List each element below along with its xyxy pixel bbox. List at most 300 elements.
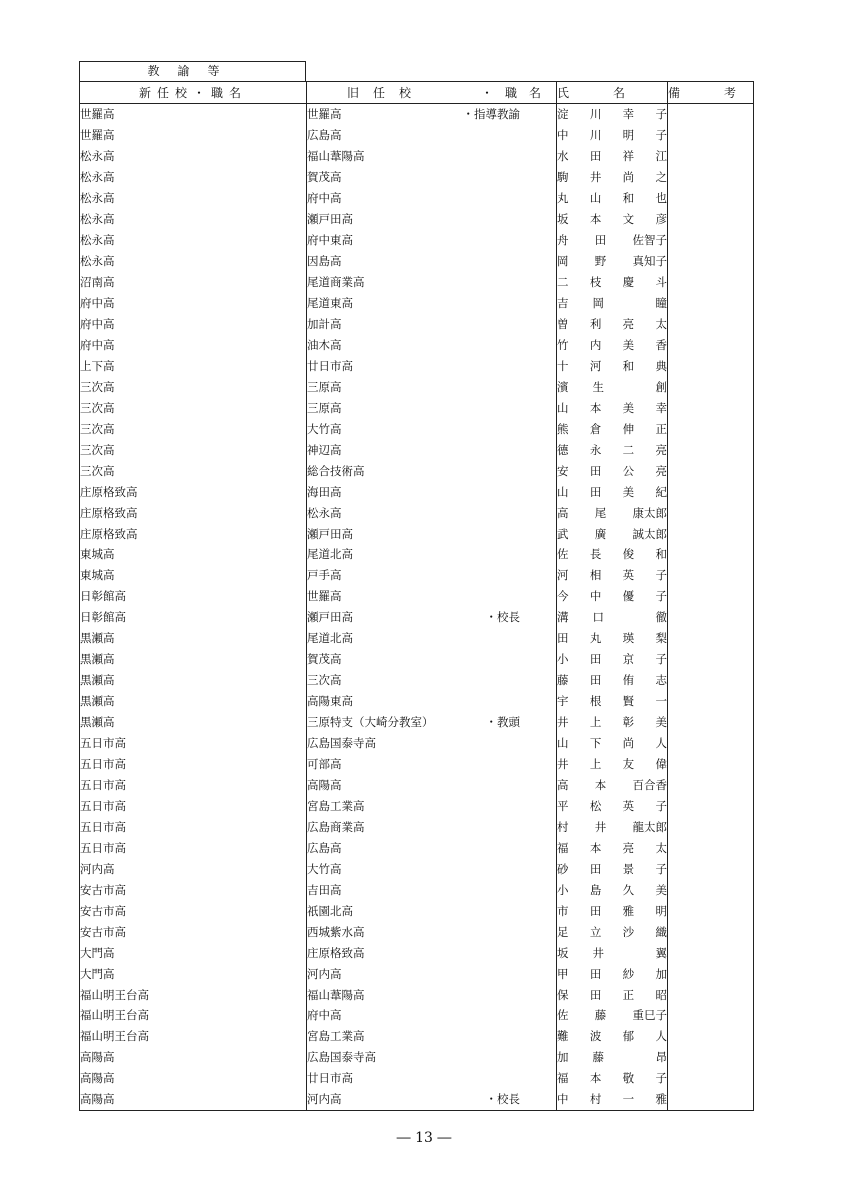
name-text: 河 相 英 子 — [557, 568, 667, 583]
note-cell — [668, 293, 754, 314]
new-school-cell: 上下高 — [80, 355, 307, 376]
old-school-cell — [307, 209, 557, 230]
old-school-cell — [307, 355, 557, 376]
table-row — [80, 942, 754, 963]
name-text: 今 中 優 子 — [557, 589, 667, 604]
note-cell — [668, 921, 754, 942]
table-row — [80, 984, 754, 1005]
old-school-cell — [307, 544, 557, 565]
old-school-text: 海田高 — [307, 484, 342, 499]
note-cell — [668, 376, 754, 397]
note-cell — [668, 355, 754, 376]
old-school-text: 三原高 — [307, 400, 342, 415]
name-text: 佐 長 俊 和 — [557, 547, 667, 562]
note-cell — [668, 1068, 754, 1089]
old-school-cell — [307, 1068, 557, 1089]
new-school-cell: 五日市高 — [80, 733, 307, 754]
old-school-text: 河内高 — [307, 1092, 342, 1107]
table-row — [80, 376, 754, 397]
old-school-text: 因島高 — [307, 254, 342, 269]
old-school-cell — [307, 125, 557, 146]
name-text: 駒 井 尚 之 — [557, 170, 667, 185]
old-school-text: 三次高 — [307, 673, 342, 688]
name-text: 岡 野 真知子 — [557, 254, 667, 269]
old-school-text: 広島国泰寺高 — [307, 1050, 376, 1065]
table-row — [80, 1005, 754, 1026]
name-text: 福 本 敬 子 — [557, 1071, 667, 1086]
table-row — [80, 125, 754, 146]
name-cell — [557, 754, 668, 775]
new-school-cell: 三次高 — [80, 376, 307, 397]
table-row — [80, 565, 754, 586]
old-school-text: 府中高 — [307, 1008, 342, 1023]
new-school-cell: 五日市高 — [80, 754, 307, 775]
table-row — [80, 1026, 754, 1047]
old-school-text: 宮島工業高 — [307, 798, 365, 813]
old-school-cell — [307, 104, 557, 125]
note-cell — [668, 565, 754, 586]
table-row — [80, 209, 754, 230]
name-cell — [557, 607, 668, 628]
table-row — [80, 523, 754, 544]
old-school-text: 賀茂高 — [307, 652, 342, 667]
table-row — [80, 670, 754, 691]
old-school-cell — [307, 418, 557, 439]
table-row — [80, 104, 754, 125]
new-school-cell: 黒瀬高 — [80, 670, 307, 691]
note-cell — [668, 481, 754, 502]
new-school-cell: 日彰館高 — [80, 607, 307, 628]
old-school-cell — [307, 314, 557, 335]
old-school-cell — [307, 628, 557, 649]
name-text: 安 田 公 亮 — [557, 463, 667, 478]
old-school-cell — [307, 984, 557, 1005]
table-row — [80, 146, 754, 167]
name-cell — [557, 502, 668, 523]
note-cell — [668, 397, 754, 418]
note-cell — [668, 649, 754, 670]
new-school-cell: 福山明王台高 — [80, 1005, 307, 1026]
name-text: 田 丸 瑛 梨 — [557, 631, 667, 646]
old-school-text: 総合技術高 — [307, 463, 365, 478]
new-school-cell: 高陽高 — [80, 1047, 307, 1068]
note-cell — [668, 272, 754, 293]
name-cell — [557, 146, 668, 167]
name-cell — [557, 775, 668, 796]
old-school-text: 西城紫水高 — [307, 924, 365, 939]
table-row — [80, 167, 754, 188]
note-cell — [668, 251, 754, 272]
old-school-cell — [307, 502, 557, 523]
note-cell — [668, 1026, 754, 1047]
name-cell — [557, 272, 668, 293]
table-row — [80, 1089, 754, 1110]
old-school-cell — [307, 963, 557, 984]
name-cell — [557, 397, 668, 418]
old-school-cell — [307, 795, 557, 816]
old-school-cell — [307, 837, 557, 858]
note-cell — [668, 984, 754, 1005]
note-cell — [668, 670, 754, 691]
name-text: 市 田 雅 明 — [557, 903, 667, 918]
table-row — [80, 921, 754, 942]
note-cell — [668, 607, 754, 628]
name-text: 小 島 久 美 — [557, 882, 667, 897]
name-text: 武 廣 誠太郎 — [557, 526, 667, 541]
table-row — [80, 795, 754, 816]
old-school-cell — [307, 1089, 557, 1110]
new-school-cell: 福山明王台高 — [80, 984, 307, 1005]
old-school-text: 宮島工業高 — [307, 1029, 365, 1044]
name-cell — [557, 628, 668, 649]
name-cell — [557, 209, 668, 230]
table-row — [80, 1047, 754, 1068]
note-cell — [668, 167, 754, 188]
new-school-cell: 松永高 — [80, 188, 307, 209]
name-text: 中 村 一 雅 — [557, 1092, 667, 1107]
table-row — [80, 314, 754, 335]
new-school-cell: 大門高 — [80, 942, 307, 963]
old-school-text: 府中高 — [307, 191, 342, 206]
new-school-cell: 高陽高 — [80, 1068, 307, 1089]
name-cell — [557, 1047, 668, 1068]
name-text: 高 尾 康太郎 — [557, 505, 667, 520]
old-school-cell — [307, 230, 557, 251]
new-school-cell: 黒瀬高 — [80, 649, 307, 670]
old-school-cell — [307, 712, 557, 733]
old-school-cell — [307, 754, 557, 775]
old-school-text: 河内高 — [307, 966, 342, 981]
old-school-cell — [307, 1026, 557, 1047]
name-text: 竹 内 美 香 — [557, 337, 667, 352]
new-school-cell: 東城高 — [80, 565, 307, 586]
old-school-text: 吉田高 — [307, 882, 342, 897]
table-row — [80, 607, 754, 628]
name-cell — [557, 837, 668, 858]
note-cell — [668, 858, 754, 879]
name-text: 十 河 和 典 — [557, 358, 667, 373]
note-cell — [668, 942, 754, 963]
name-cell — [557, 984, 668, 1005]
page-number: ― 13 ― — [396, 1130, 452, 1146]
old-school-text: 神辺高 — [307, 442, 342, 457]
new-school-cell: 安古市高 — [80, 921, 307, 942]
name-cell — [557, 251, 668, 272]
new-school-cell: 五日市高 — [80, 816, 307, 837]
header-new-school: 新任校・職名 — [80, 82, 307, 104]
note-cell — [668, 1089, 754, 1110]
name-cell — [557, 188, 668, 209]
new-school-cell: 高陽高 — [80, 1089, 307, 1110]
new-school-cell: 三次高 — [80, 439, 307, 460]
old-school-cell — [307, 293, 557, 314]
old-school-cell — [307, 691, 557, 712]
name-cell — [557, 1089, 668, 1110]
table-row — [80, 712, 754, 733]
name-text: 井 上 彰 美 — [557, 715, 667, 730]
old-school-text: 広島商業高 — [307, 819, 365, 834]
new-school-cell: 世羅高 — [80, 125, 307, 146]
table-row — [80, 879, 754, 900]
header-note: 備考 — [668, 82, 754, 104]
new-school-cell: 庄原格致高 — [80, 523, 307, 544]
name-cell — [557, 1026, 668, 1047]
name-text: 舟 田 佐智子 — [557, 233, 667, 248]
old-school-text: 府中東高 — [307, 233, 353, 248]
note-cell — [668, 1047, 754, 1068]
note-cell — [668, 334, 754, 355]
table-row — [80, 502, 754, 523]
table-row — [80, 649, 754, 670]
new-school-cell: 黒瀬高 — [80, 691, 307, 712]
name-text: 小 田 京 子 — [557, 652, 667, 667]
name-cell — [557, 293, 668, 314]
old-school-text: 可部高 — [307, 757, 342, 772]
name-cell — [557, 1068, 668, 1089]
old-school-text: 大竹高 — [307, 861, 342, 876]
table-row — [80, 439, 754, 460]
name-text: 德 永 二 亮 — [557, 442, 667, 457]
new-school-cell: 大門高 — [80, 963, 307, 984]
name-text: 中 川 明 子 — [557, 128, 667, 143]
new-school-cell: 松永高 — [80, 251, 307, 272]
old-school-cell — [307, 670, 557, 691]
table-row — [80, 858, 754, 879]
old-school-text: 加計高 — [307, 317, 342, 331]
name-cell — [557, 544, 668, 565]
new-school-cell: 松永高 — [80, 167, 307, 188]
note-cell — [668, 544, 754, 565]
name-cell — [557, 963, 668, 984]
old-school-text: 広島高 — [307, 840, 342, 855]
old-school-cell — [307, 272, 557, 293]
note-cell — [668, 963, 754, 984]
old-school-text: 庄原格致高 — [307, 945, 365, 960]
section-label: 教諭等 — [79, 61, 306, 81]
table-row — [80, 1068, 754, 1089]
old-school-cell — [307, 565, 557, 586]
old-school-cell — [307, 376, 557, 397]
table-row — [80, 900, 754, 921]
name-cell — [557, 900, 668, 921]
name-cell — [557, 460, 668, 481]
old-school-cell — [307, 733, 557, 754]
old-school-text: 尾道商業高 — [307, 275, 365, 290]
header-old-role-label: ・職名 — [481, 86, 554, 100]
old-school-text: 油木高 — [307, 337, 342, 352]
note-cell — [668, 795, 754, 816]
note-cell — [668, 754, 754, 775]
new-school-cell: 日彰館高 — [80, 586, 307, 607]
old-school-cell — [307, 167, 557, 188]
name-cell — [557, 439, 668, 460]
name-cell — [557, 691, 668, 712]
old-school-cell — [307, 1005, 557, 1026]
old-school-text: 福山葦陽高 — [307, 149, 365, 164]
old-school-cell — [307, 649, 557, 670]
name-cell — [557, 481, 668, 502]
old-school-text: 福山葦陽高 — [307, 987, 365, 1002]
name-cell — [557, 879, 668, 900]
header-name: 氏名 — [557, 82, 668, 104]
table-row — [80, 272, 754, 293]
old-school-cell — [307, 334, 557, 355]
table-row — [80, 334, 754, 355]
old-school-text: 世羅高 — [307, 589, 342, 604]
new-school-cell: 府中高 — [80, 334, 307, 355]
note-cell — [668, 314, 754, 335]
new-school-cell: 東城高 — [80, 544, 307, 565]
new-school-cell: 沼南高 — [80, 272, 307, 293]
note-cell — [668, 586, 754, 607]
name-text: 吉 岡 瞳 — [557, 296, 667, 311]
name-text: 坂 本 文 彦 — [557, 212, 667, 227]
name-text: 加 藤 昂 — [557, 1050, 667, 1065]
note-cell — [668, 733, 754, 754]
new-school-cell: 福山明王台高 — [80, 1026, 307, 1047]
old-school-text: 祇園北高 — [307, 903, 353, 918]
name-text: 濱 生 創 — [557, 379, 667, 394]
old-school-cell — [307, 586, 557, 607]
new-school-cell: 庄原格致高 — [80, 502, 307, 523]
name-cell — [557, 649, 668, 670]
note-cell — [668, 502, 754, 523]
note-cell — [668, 691, 754, 712]
old-school-cell — [307, 1047, 557, 1068]
table-row — [80, 418, 754, 439]
table-row — [80, 251, 754, 272]
personnel-table — [79, 81, 781, 1111]
table-row — [80, 397, 754, 418]
header-old-school-label: 旧任校 — [347, 86, 426, 100]
new-school-cell: 府中高 — [80, 314, 307, 335]
old-school-text: 高陽高 — [307, 777, 342, 792]
old-school-cell — [307, 858, 557, 879]
old-role-text: ・教頭 — [485, 715, 520, 730]
old-school-cell — [307, 188, 557, 209]
new-school-cell: 松永高 — [80, 230, 307, 251]
table-row — [80, 586, 754, 607]
new-school-cell: 松永高 — [80, 209, 307, 230]
table-row — [80, 293, 754, 314]
name-cell — [557, 167, 668, 188]
name-cell — [557, 942, 668, 963]
name-text: 宇 根 賢 一 — [557, 694, 667, 709]
new-school-cell: 府中高 — [80, 293, 307, 314]
new-school-cell: 安古市高 — [80, 900, 307, 921]
table-row — [80, 544, 754, 565]
new-school-cell: 五日市高 — [80, 775, 307, 796]
name-cell — [557, 816, 668, 837]
old-role-text: ・指導教諭 — [462, 107, 520, 122]
table-row — [80, 691, 754, 712]
note-cell — [668, 230, 754, 251]
name-cell — [557, 921, 668, 942]
name-cell — [557, 733, 668, 754]
note-cell — [668, 104, 754, 125]
new-school-cell: 庄原格致高 — [80, 481, 307, 502]
old-school-cell — [307, 607, 557, 628]
note-cell — [668, 460, 754, 481]
name-text: 村 井 龍太郎 — [557, 819, 667, 834]
name-text: 淀 川 幸 子 — [557, 107, 667, 122]
old-school-cell — [307, 775, 557, 796]
name-cell — [557, 125, 668, 146]
note-cell — [668, 712, 754, 733]
old-school-text: 広島国泰寺高 — [307, 736, 376, 751]
table-row — [80, 963, 754, 984]
old-school-text: 大竹高 — [307, 421, 342, 436]
name-text: 保 田 正 昭 — [557, 987, 667, 1002]
table-row — [80, 837, 754, 858]
new-school-cell: 河内高 — [80, 858, 307, 879]
old-school-cell — [307, 251, 557, 272]
name-text: 井 上 友 偉 — [557, 757, 667, 772]
old-school-cell — [307, 523, 557, 544]
name-text: 曽 利 亮 太 — [557, 317, 667, 331]
old-school-text: 高陽東高 — [307, 694, 353, 709]
old-school-text: 瀬戸田高 — [307, 526, 353, 541]
note-cell — [668, 816, 754, 837]
old-school-cell — [307, 816, 557, 837]
old-school-cell — [307, 481, 557, 502]
table-body — [80, 104, 754, 1111]
new-school-cell: 世羅高 — [80, 104, 307, 125]
name-cell — [557, 795, 668, 816]
name-cell — [557, 314, 668, 335]
name-text: 甲 田 紗 加 — [557, 966, 667, 981]
new-school-cell: 黒瀬高 — [80, 712, 307, 733]
note-cell — [668, 146, 754, 167]
old-school-text: 尾道北高 — [307, 631, 353, 646]
name-cell — [557, 334, 668, 355]
new-school-cell: 松永高 — [80, 146, 307, 167]
name-text: 坂 井 翼 — [557, 945, 667, 960]
name-text: 山 下 尚 人 — [557, 736, 667, 751]
name-cell — [557, 712, 668, 733]
old-school-text: 広島高 — [307, 128, 342, 143]
name-cell — [557, 418, 668, 439]
old-school-text: 戸手高 — [307, 568, 342, 583]
old-school-text: 尾道北高 — [307, 547, 353, 562]
name-cell — [557, 230, 668, 251]
note-cell — [668, 125, 754, 146]
old-school-cell — [307, 900, 557, 921]
name-text: 高 本 百合香 — [557, 777, 667, 792]
new-school-cell: 三次高 — [80, 397, 307, 418]
old-school-text: 賀茂高 — [307, 170, 342, 185]
name-text: 砂 田 景 子 — [557, 861, 667, 876]
note-cell — [668, 418, 754, 439]
name-cell — [557, 670, 668, 691]
name-cell — [557, 104, 668, 125]
note-cell — [668, 523, 754, 544]
old-school-text: 瀬戸田高 — [307, 212, 353, 227]
name-text: 熊 倉 伸 正 — [557, 421, 667, 436]
note-cell — [668, 628, 754, 649]
old-school-cell — [307, 397, 557, 418]
table-row — [80, 188, 754, 209]
new-school-cell: 安古市高 — [80, 879, 307, 900]
note-cell — [668, 209, 754, 230]
table-row — [80, 481, 754, 502]
name-text: 足 立 沙 織 — [557, 924, 667, 939]
new-school-cell: 五日市高 — [80, 837, 307, 858]
table-row — [80, 628, 754, 649]
name-text: 山 本 美 幸 — [557, 400, 667, 415]
old-school-text: 三原特支（大崎分教室） — [307, 715, 434, 730]
old-school-text: 松永高 — [307, 505, 342, 520]
